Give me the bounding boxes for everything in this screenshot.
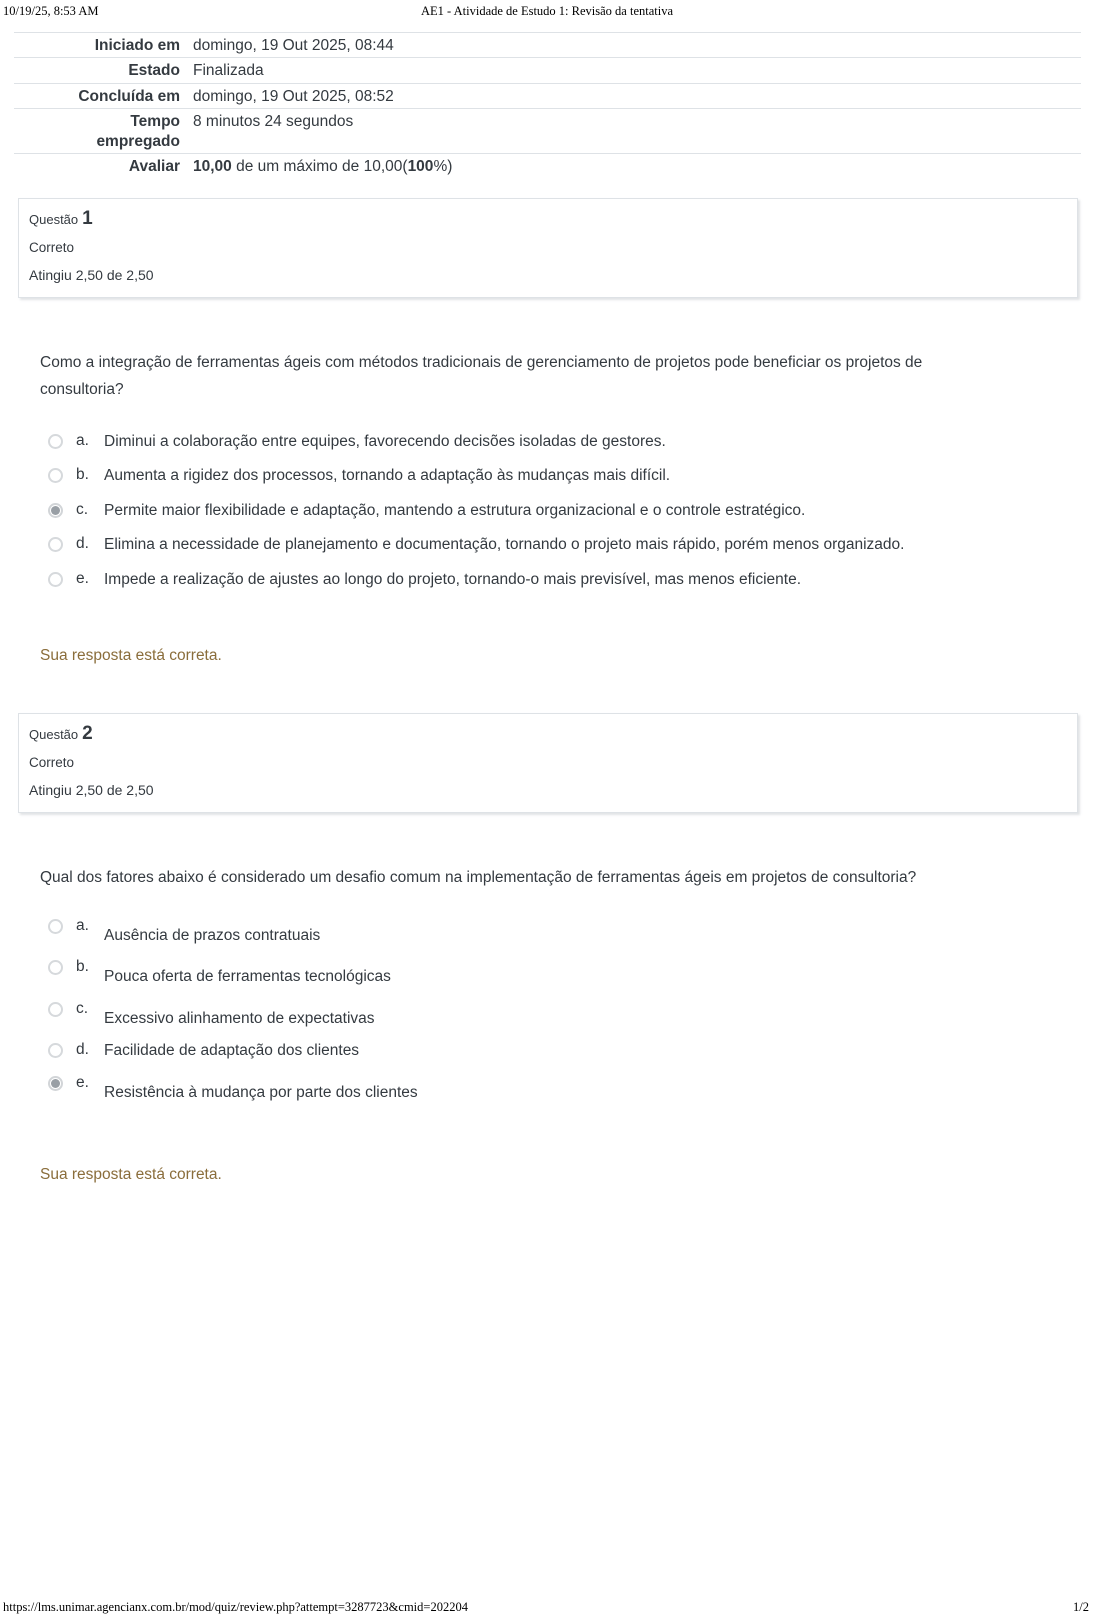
option-row-c (48, 999, 1055, 1030)
option-row-b (48, 465, 1055, 487)
option-text: Resistência à mudança por parte dos clientes (104, 1083, 418, 1101)
question-caption-text: Questão (29, 727, 79, 743)
question-number: 2 (82, 723, 93, 745)
summary-value: 8 minutos 24 segundos (193, 113, 354, 131)
summary-label: Iniciado em (94, 37, 180, 54)
question-info-card (18, 713, 1078, 813)
option-radio[interactable] (48, 1043, 63, 1058)
option-letter: d. (76, 1041, 89, 1059)
footer-url: https://lms.unimar.agencianx.com.br/mod/quiz/review.php?attempt=3287723&cmid=202204 (3, 1600, 468, 1614)
summary-grade-value (193, 157, 1081, 176)
question-points: Atingiu 2,50 de 2,50 (29, 267, 154, 284)
summary-value: Finalizada (193, 62, 264, 80)
option-text: Diminui a colaboração entre equipes, favorecendo decisões isoladas de gestores. (104, 432, 666, 450)
option-radio[interactable] (48, 1002, 63, 1017)
option-letter: c. (76, 999, 89, 1017)
footer-page-number: 1/2 (1073, 1600, 1089, 1614)
feedback-text: Sua resposta está correta. (40, 647, 222, 665)
print-footer (3, 1600, 1089, 1615)
grade-number: 10,00 (193, 157, 232, 175)
option-text: Excessivo alinhamento de expectativas (104, 1009, 375, 1027)
option-radio[interactable] (48, 503, 63, 518)
grade-percent: 100 (407, 157, 434, 175)
print-header (0, 0, 1095, 19)
question-2 (0, 713, 1095, 1184)
option-text: Permite maior flexibilidade e adaptação, mantendo a estrutura organizacional e o controle estratégico. (104, 501, 806, 519)
option-radio[interactable] (48, 468, 63, 483)
option-radio[interactable] (48, 434, 63, 449)
option-letter: e. (76, 569, 89, 587)
option-row-a (48, 916, 1055, 947)
feedback-text: Sua resposta está correta. (40, 1165, 222, 1183)
question-text: Como a integração de ferramentas ágeis com métodos tradicionais de gerenciamento de projetos pode beneficiar os projetos de consultoria? (40, 354, 923, 398)
question-text: Qual dos fatores abaixo é considerado um desafio comum na implementação de ferramentas ágeis em projetos de consultoria? (40, 869, 917, 887)
option-letter: b. (76, 958, 89, 976)
option-letter: e. (76, 1073, 89, 1091)
grade-suffix: %) (433, 157, 453, 175)
option-row-b (48, 957, 1055, 988)
option-letter: d. (76, 535, 89, 553)
summary-row-started (14, 32, 1081, 57)
option-radio[interactable] (48, 537, 63, 552)
option-row-d (48, 534, 1055, 556)
summary-label: Estado (128, 62, 180, 80)
summary-label: Concluída em (78, 87, 180, 105)
option-row-a (48, 431, 1055, 453)
options-list (48, 916, 1055, 1104)
option-text: Impede a realização de ajustes ao longo do projeto, tornando-o mais previsível, mas menos eficiente. (104, 570, 802, 588)
summary-value: domingo, 19 Out 2025, 08:44 (193, 37, 394, 54)
option-radio[interactable] (48, 572, 63, 587)
option-text: Elimina a necessidade de planejamento e documentação, tornando o projeto mais rápido, porém menos organizado. (104, 536, 905, 554)
option-letter: c. (76, 500, 89, 518)
option-row-e (48, 1073, 1055, 1104)
print-datetime: 10/19/25, 8:53 AM (3, 4, 99, 18)
option-radio[interactable] (48, 919, 63, 934)
question-points: Atingiu 2,50 de 2,50 (29, 782, 154, 799)
option-row-c (48, 500, 1055, 522)
summary-row-time-taken (14, 108, 1081, 153)
question-number: 1 (82, 208, 93, 230)
option-text: Aumenta a rigidez dos processos, tornando a adaptação às mudanças mais difícil. (104, 467, 671, 485)
option-letter: a. (76, 916, 89, 934)
question-info-card (18, 198, 1078, 298)
question-status: Correto (29, 755, 75, 771)
summary-label: Avaliar (128, 157, 180, 175)
attempt-summary-table (14, 32, 1081, 178)
grade-middle-text: de um máximo de 10,00( (231, 157, 408, 175)
option-row-e (48, 569, 1055, 591)
option-radio[interactable] (48, 1076, 63, 1091)
option-letter: b. (76, 466, 89, 484)
summary-label: Tempo empregado (96, 113, 180, 150)
summary-row-grade (14, 153, 1081, 178)
question-status: Correto (29, 240, 75, 256)
option-radio[interactable] (48, 960, 63, 975)
summary-value: domingo, 19 Out 2025, 08:52 (193, 87, 394, 105)
option-letter: a. (76, 431, 89, 449)
options-list (48, 431, 1055, 591)
question-caption (29, 722, 1065, 747)
option-row-d (48, 1040, 1055, 1062)
summary-row-state (14, 57, 1081, 82)
option-text: Facilidade de adaptação dos clientes (104, 1042, 360, 1060)
question-caption-text: Questão (29, 212, 79, 228)
page-title: AE1 - Atividade de Estudo 1: Revisão da tentativa (420, 4, 674, 18)
summary-row-completed (14, 83, 1081, 108)
option-text: Ausência de prazos contratuais (104, 926, 321, 944)
question-caption (29, 207, 1065, 232)
option-text: Pouca oferta de ferramentas tecnológicas (104, 968, 391, 986)
question-1 (0, 198, 1095, 665)
